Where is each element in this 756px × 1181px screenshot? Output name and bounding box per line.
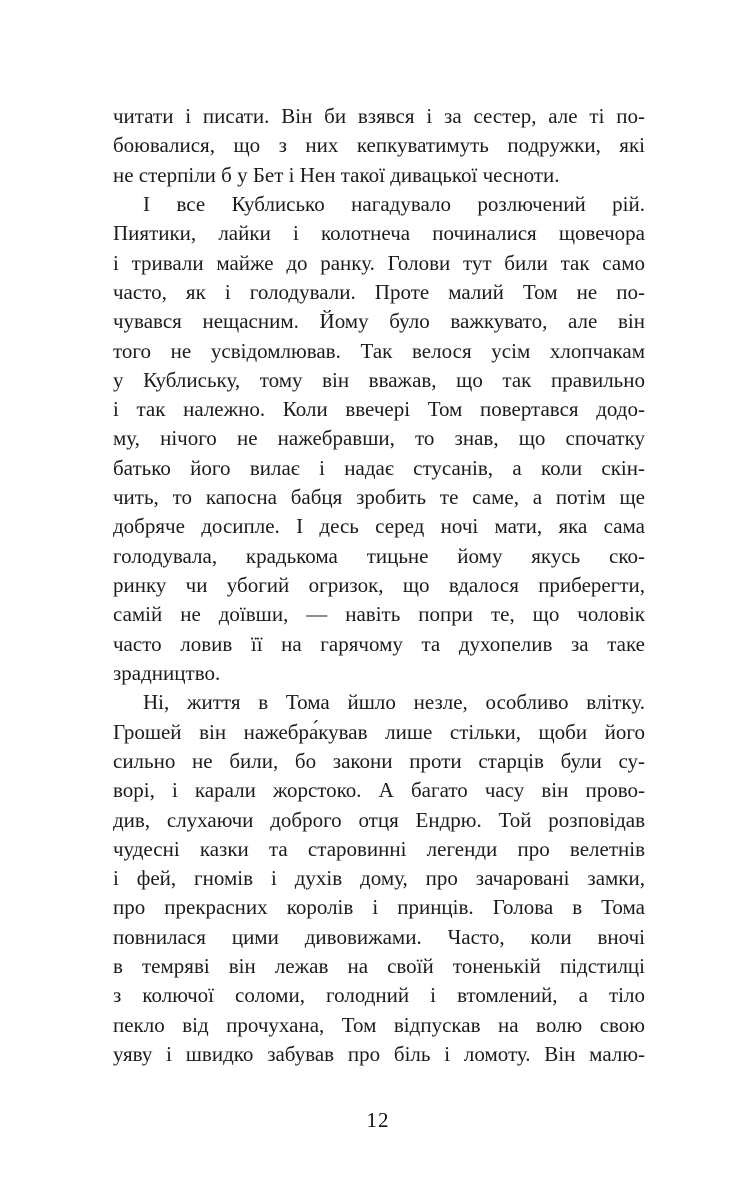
text-line: боювалися, що з них кепкуватимуть подружки, які	[113, 133, 645, 158]
text-line: того не усвідомлював. Так велося усім хлопчакам	[113, 338, 645, 363]
text-line: часто, як і голодували. Проте малий Том не по-	[113, 279, 645, 304]
text-line: добряче досипле. І десь серед ночі мати, яка сама	[113, 514, 645, 539]
text-line: і так належно. Коли ввечері Том повертався додо-	[113, 397, 645, 422]
text-line: повнилася цими дивовижами. Часто, коли вночі	[113, 924, 645, 949]
text-line: сильно не били, бо закони проти старців були су-	[113, 748, 645, 773]
page-number: 12	[366, 1108, 390, 1132]
text-line: і фей, гномів і духів дому, про зачаровані замки,	[113, 866, 645, 891]
text-line: див, слухаючи доброго отця Ендрю. Той розповідав	[113, 807, 645, 832]
text-line: Ні, життя в Тома йшло незле, особливо влітку.	[143, 690, 645, 715]
text-line: чить, то капосна бабця зробить те саме, а потім ще	[113, 485, 645, 510]
text-line: часто ловив її на гарячому та духопелив за таке	[113, 631, 645, 656]
text-line: і тривали майже до ранку. Голови тут били так само	[113, 250, 645, 275]
text-line: ринку чи убогий огризок, що вдалося приберегти,	[113, 573, 645, 597]
text-line: уяву і швидко забував про біль і ломоту. Він малю-	[113, 1042, 645, 1066]
text-line: ворі, і карали жорстоко. А багато часу він прово-	[113, 778, 645, 803]
text-line: у Кублиську, тому він вважав, що так правильно	[113, 367, 645, 392]
text-line: з колючої соломи, голодний і втомлений, а тіло	[113, 983, 645, 1008]
text-line: Грошей він нажебра́кував лише стільки, щоби його	[113, 719, 645, 744]
text-line: зрадництво.	[113, 660, 221, 685]
text-line: Пиятики, лайки і колотнеча починалися щовечора	[113, 221, 645, 246]
text-line: в темряві він лежав на своїй тоненькій підстилці	[113, 954, 645, 979]
text-line: І все Кублисько нагадувало розлючений рій.	[143, 191, 645, 216]
text-line: про прекрасних королів і принців. Голова в Тома	[113, 895, 645, 920]
text-line: чувався нещасним. Йому було важкувато, але він	[113, 309, 645, 334]
text-line: му, нічого не нажебравши, то знав, що спочатку	[113, 426, 645, 451]
text-block	[113, 102, 645, 1069]
text-line: батько його вилає і надає стусанів, а коли скін-	[113, 455, 645, 480]
text-line: самій не доївши, — навіть попри те, що чоловік	[113, 602, 645, 627]
text-line: не стерпіли б у Бет і Нен такої дивацької чесноти.	[113, 162, 560, 187]
text-line: голодувала, крадькома тицьне йому якусь ско-	[113, 543, 645, 568]
text-line: пекло від прочухана, Том відпускав на волю свою	[113, 1012, 645, 1037]
text-line: читати і писати. Він би взявся і за сестер, але ті по-	[113, 104, 645, 128]
text-line: чудесні казки та старовинні легенди про велетнів	[113, 836, 645, 861]
